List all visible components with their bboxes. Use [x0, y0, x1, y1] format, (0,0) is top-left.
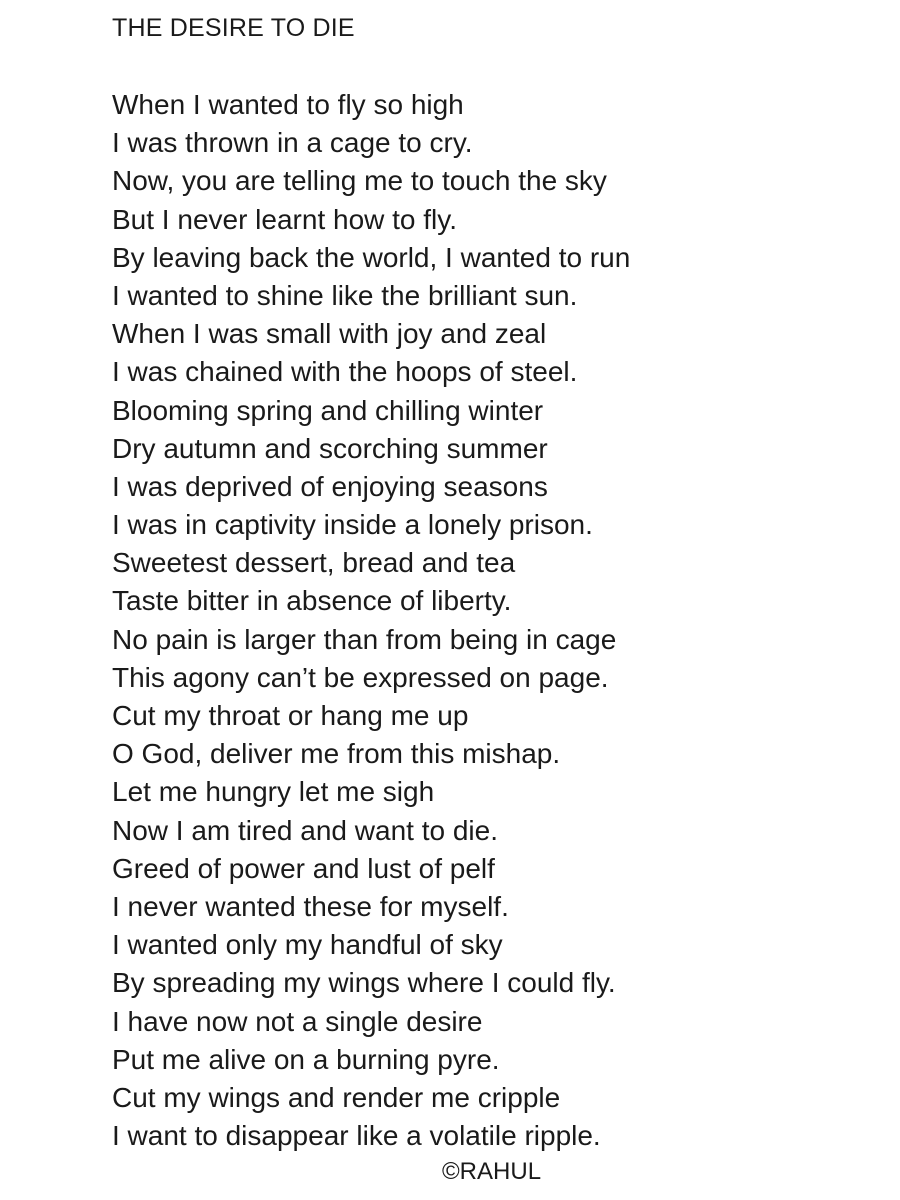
poem-title: THE DESIRE TO DIE: [112, 14, 355, 42]
poem-line: Taste bitter in absence of liberty.: [112, 585, 512, 617]
poem-line: When I was small with joy and zeal: [112, 318, 547, 350]
poem-line: But I never learnt how to fly.: [112, 203, 457, 235]
poem-line: By leaving back the world, I wanted to run: [112, 241, 631, 273]
poem-line: O God, deliver me from this mishap.: [112, 738, 561, 770]
poem-line: Let me hungry let me sigh: [112, 776, 435, 808]
poem-line: Blooming spring and chilling winter: [112, 394, 544, 426]
poem-line: By spreading my wings where I could fly.: [112, 967, 616, 999]
poem-line: I was chained with the hoops of steel.: [112, 356, 578, 388]
poem-line: Put me alive on a burning pyre.: [112, 1043, 500, 1075]
poem-line: Greed of power and lust of pelf: [112, 852, 495, 884]
poem-line: I was thrown in a cage to cry.: [112, 127, 473, 159]
poem-body: [112, 86, 630, 1155]
poem-line: I never wanted these for myself.: [112, 890, 509, 922]
poem-line: I have now not a single desire: [112, 1005, 483, 1037]
poem-line: Cut my throat or hang me up: [112, 700, 469, 731]
poem-line: I want to disappear like a volatile ripple.: [112, 1120, 601, 1152]
poem-line: I was deprived of enjoying seasons: [112, 470, 548, 502]
poem-line: Now I am tired and want to die.: [112, 814, 498, 846]
poem-line: When I wanted to fly so high: [112, 89, 464, 120]
author-signature: ©RAHUL: [442, 1158, 542, 1185]
poem-line: Now, you are telling me to touch the sky: [112, 165, 607, 197]
poem-line: I wanted to shine like the brilliant sun.: [112, 279, 578, 311]
poem-line: Cut my wings and render me cripple: [112, 1081, 561, 1113]
poem-line: This agony can’t be expressed on page.: [112, 661, 609, 693]
poem-line: Dry autumn and scorching summer: [112, 432, 548, 464]
poem-line: Sweetest dessert, bread and tea: [112, 547, 516, 579]
poem-line: No pain is larger than from being in cage: [112, 623, 617, 655]
poem-line: I wanted only my handful of sky: [112, 929, 503, 961]
poem-line: I was in captivity inside a lonely prison.: [112, 509, 593, 541]
